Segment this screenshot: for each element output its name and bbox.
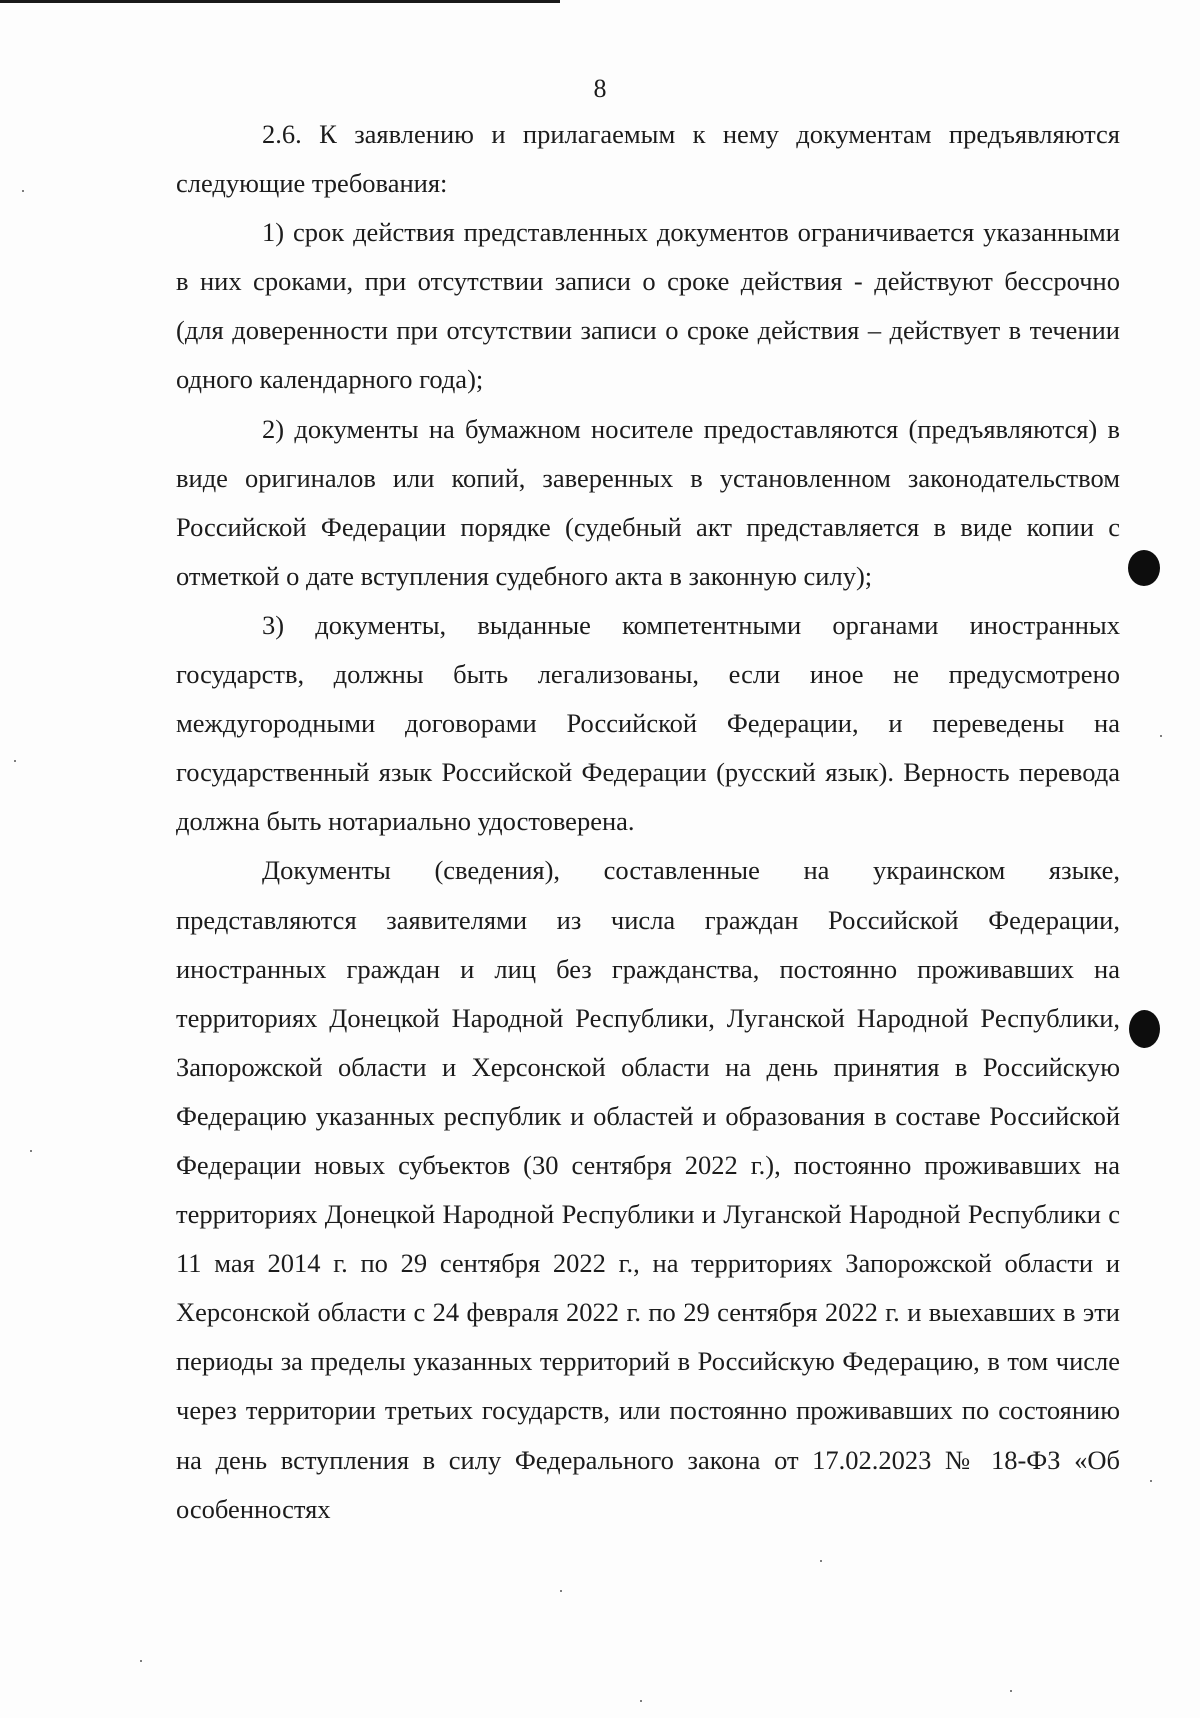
scan-speck: [14, 760, 16, 762]
page-number: 8: [593, 74, 607, 103]
paragraph-ukrainian-documents: Документы (сведения), составленные на украинском языке, представляются заявителями из числа граждан Российской Федерации, иностранных граждан и лиц без гражданства, постоянно проживавших на территориях Донецкой Народной Республики, Луганской Народной Республики, Запорожской области и Херсонской области на день принятия в Российскую Федерацию указанных республик и областей и образования в составе Российской Федерации новых субъектов (30 сентября 2022 г.), постоянно проживавших на территориях Донецкой Народной Республики и Луганской Народной Республики с 11 мая 2014 г. по 29 сентября 2022 г., на территориях Запорожской области и Херсонской области с 24 февраля 2022 г. по 29 сентября 2022 г. и выехавших в эти периоды за пределы указанных территорий в Российскую Федерацию, в том числе через территории третьих государств, или постоянно проживавших по состоянию на день вступления в силу Федерального закона от 17.02.2023 № 18-ФЗ «Об особенностях: [176, 855, 1120, 1524]
scan-speck: [30, 1150, 32, 1152]
scan-speck: [1010, 1690, 1012, 1692]
scan-speck: [1150, 1480, 1152, 1482]
paragraph-item-3: 3) документы, выданные компетентными органами иностранных государств, должны быть легализованы, если иное не предусмотрено междугородными договорами Российской Федерации, и переведены на государственный язык Российской Федерации (русский язык). Верность перевода должна быть нотариально удостоверена.: [176, 609, 1120, 837]
paragraph-2-6-intro: 2.6. К заявлению и прилагаемым к нему документам предъявляются следующие требования:: [176, 119, 1120, 199]
punch-hole-upper: [1128, 550, 1160, 586]
paragraph-item-1: 1) срок действия представленных документов ограничивается указанными в них сроками, при отсутствии записи о сроке действия - действуют бессрочно (для доверенности при отсутствии записи о сроке действия – действует в течении одного календарного года);: [176, 217, 1120, 395]
scan-speck: [22, 190, 24, 192]
document-body: [176, 110, 1120, 1534]
scan-speck: [140, 1660, 142, 1662]
scan-speck: [640, 1700, 642, 1702]
punch-hole-lower: [1129, 1010, 1160, 1048]
scan-speck: [820, 1560, 822, 1562]
scan-top-edge: [0, 0, 560, 3]
paragraph-item-2: 2) документы на бумажном носителе предоставляются (предъявляются) в виде оригиналов или копий, заверенных в установленном законодательством Российской Федерации порядке (судебный акт представляется в виде копии с отметкой о дате вступления судебного акта в законную силу);: [176, 413, 1120, 591]
scan-speck: [560, 1590, 562, 1592]
scan-speck: [1160, 735, 1162, 737]
